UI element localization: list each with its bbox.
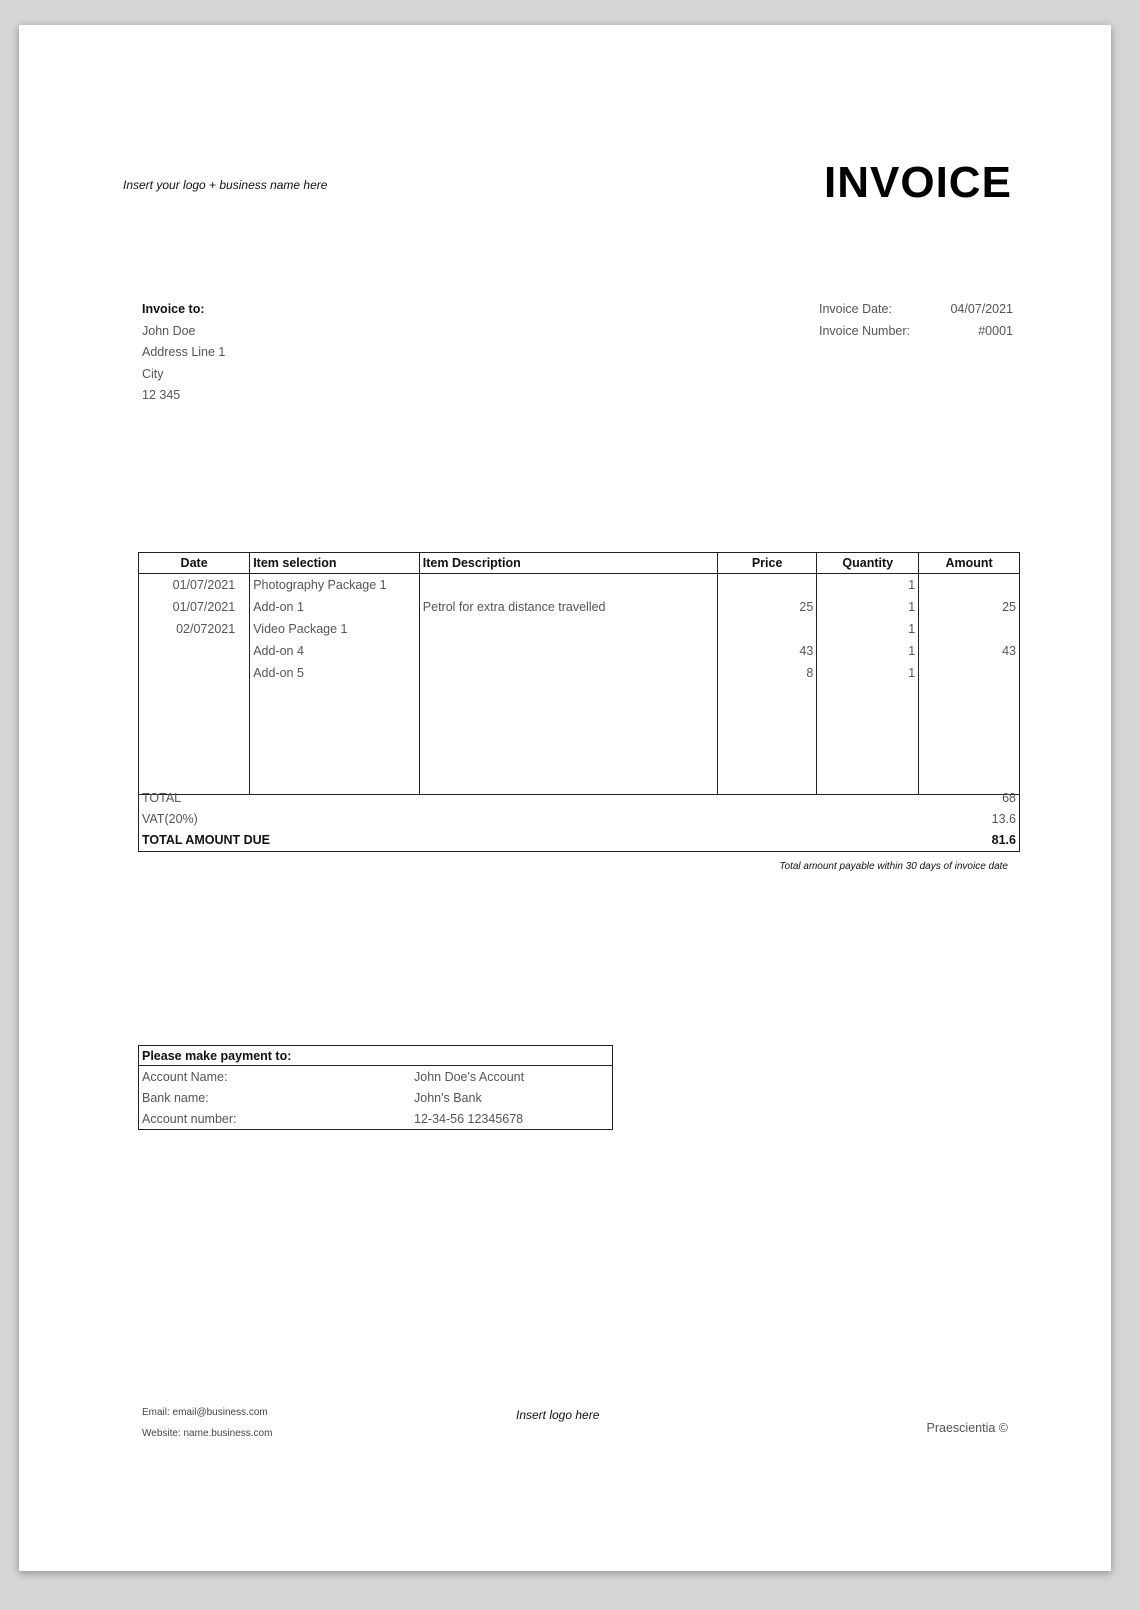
cell-quantity: 1: [817, 596, 919, 618]
payment-terms: Total amount payable within 30 days of invoice date: [779, 861, 1008, 872]
client-city: City: [142, 366, 164, 381]
payment-label: Account number:: [142, 1111, 237, 1126]
client-postcode: 12 345: [142, 388, 181, 402]
vat-label: VAT(20%): [142, 812, 198, 826]
table-row: [139, 618, 1020, 640]
cell-selection: Photography Package 1: [250, 574, 420, 597]
invoice-page: [19, 25, 1111, 1571]
table-row: [139, 640, 1020, 662]
cell-price: [717, 574, 816, 597]
footer-website: Website: name.business.com: [142, 1428, 273, 1439]
amount-due-value: 81.6: [991, 833, 1016, 847]
items-header-row: [139, 553, 1020, 574]
payment-label: Account Name:: [142, 1069, 228, 1084]
table-row: [139, 596, 1020, 618]
col-quantity: Quantity: [817, 553, 919, 574]
col-item-selection: Item selection: [250, 553, 420, 574]
col-item-description: Item Description: [419, 553, 717, 574]
footer-credit: Praescientia ©: [926, 1421, 1008, 1435]
items-table: [138, 552, 1020, 795]
invoice-meta: [819, 299, 1013, 342]
cell-amount: 25: [919, 596, 1020, 618]
table-row: [139, 1108, 613, 1130]
invoice-title: INVOICE: [824, 158, 1012, 207]
cell-quantity: 1: [817, 574, 919, 597]
cell-date: 02/072021: [139, 618, 250, 640]
logo-placeholder: Insert your logo + business name here: [123, 178, 328, 192]
col-amount: Amount: [919, 553, 1020, 574]
invoice-number-label: Invoice Number:: [819, 323, 911, 338]
total-value: 68: [1002, 791, 1016, 805]
total-label: TOTAL: [142, 791, 182, 805]
payment-details-table: [138, 1045, 613, 1130]
cell-description: [419, 618, 717, 640]
cell-description: [419, 574, 717, 597]
cell-quantity: 1: [817, 618, 919, 640]
footer-logo-placeholder: Insert logo here: [516, 1408, 600, 1422]
totals-block: [138, 788, 1020, 852]
client-address: Address Line 1: [142, 345, 226, 359]
cell-quantity: 1: [817, 640, 919, 662]
cell-price: 25: [717, 596, 816, 618]
invoice-date-value: 04/07/2021: [950, 302, 1013, 316]
footer-email: Email: email@business.com: [142, 1407, 268, 1418]
amount-due-label: TOTAL AMOUNT DUE: [142, 833, 271, 847]
vat-row: [139, 809, 1019, 830]
amount-due-row: [139, 830, 1019, 851]
payment-value: John's Bank: [414, 1090, 482, 1105]
table-row: [139, 662, 1020, 684]
total-row: [139, 788, 1019, 809]
cell-amount: [919, 662, 1020, 684]
cell-amount: [919, 618, 1020, 640]
payment-value: 12-34-56 12345678: [414, 1111, 524, 1126]
invoice-number-value: #0001: [978, 323, 1013, 338]
cell-date: 01/07/2021: [139, 596, 250, 618]
table-row: [139, 574, 1020, 597]
cell-price: [717, 618, 816, 640]
client-name: John Doe: [142, 323, 196, 338]
bill-to-heading: Invoice to:: [142, 302, 205, 316]
table-filler-row: [139, 684, 1020, 795]
cell-amount: 43: [919, 640, 1020, 662]
cell-date: [139, 640, 250, 662]
payment-value: John Doe's Account: [414, 1069, 525, 1084]
cell-selection: Add-on 5: [250, 662, 420, 684]
cell-amount: [919, 574, 1020, 597]
vat-value: 13.6: [991, 812, 1016, 826]
table-row: [139, 1087, 613, 1108]
cell-description: Petrol for extra distance travelled: [419, 596, 717, 618]
cell-description: [419, 662, 717, 684]
cell-selection: Add-on 1: [250, 596, 420, 618]
payment-label: Bank name:: [142, 1090, 209, 1105]
col-price: Price: [717, 553, 816, 574]
cell-quantity: 1: [817, 662, 919, 684]
cell-selection: Video Package 1: [250, 618, 420, 640]
cell-price: 8: [717, 662, 816, 684]
bill-to-block: [142, 299, 225, 407]
payment-heading: Please make payment to:: [139, 1046, 613, 1066]
footer-contact: [142, 1402, 272, 1444]
col-date: Date: [139, 553, 250, 574]
table-row: [139, 1066, 613, 1088]
cell-date: 01/07/2021: [139, 574, 250, 597]
cell-date: [139, 662, 250, 684]
invoice-date-label: Invoice Date:: [819, 302, 892, 316]
cell-description: [419, 640, 717, 662]
cell-selection: Add-on 4: [250, 640, 420, 662]
cell-price: 43: [717, 640, 816, 662]
